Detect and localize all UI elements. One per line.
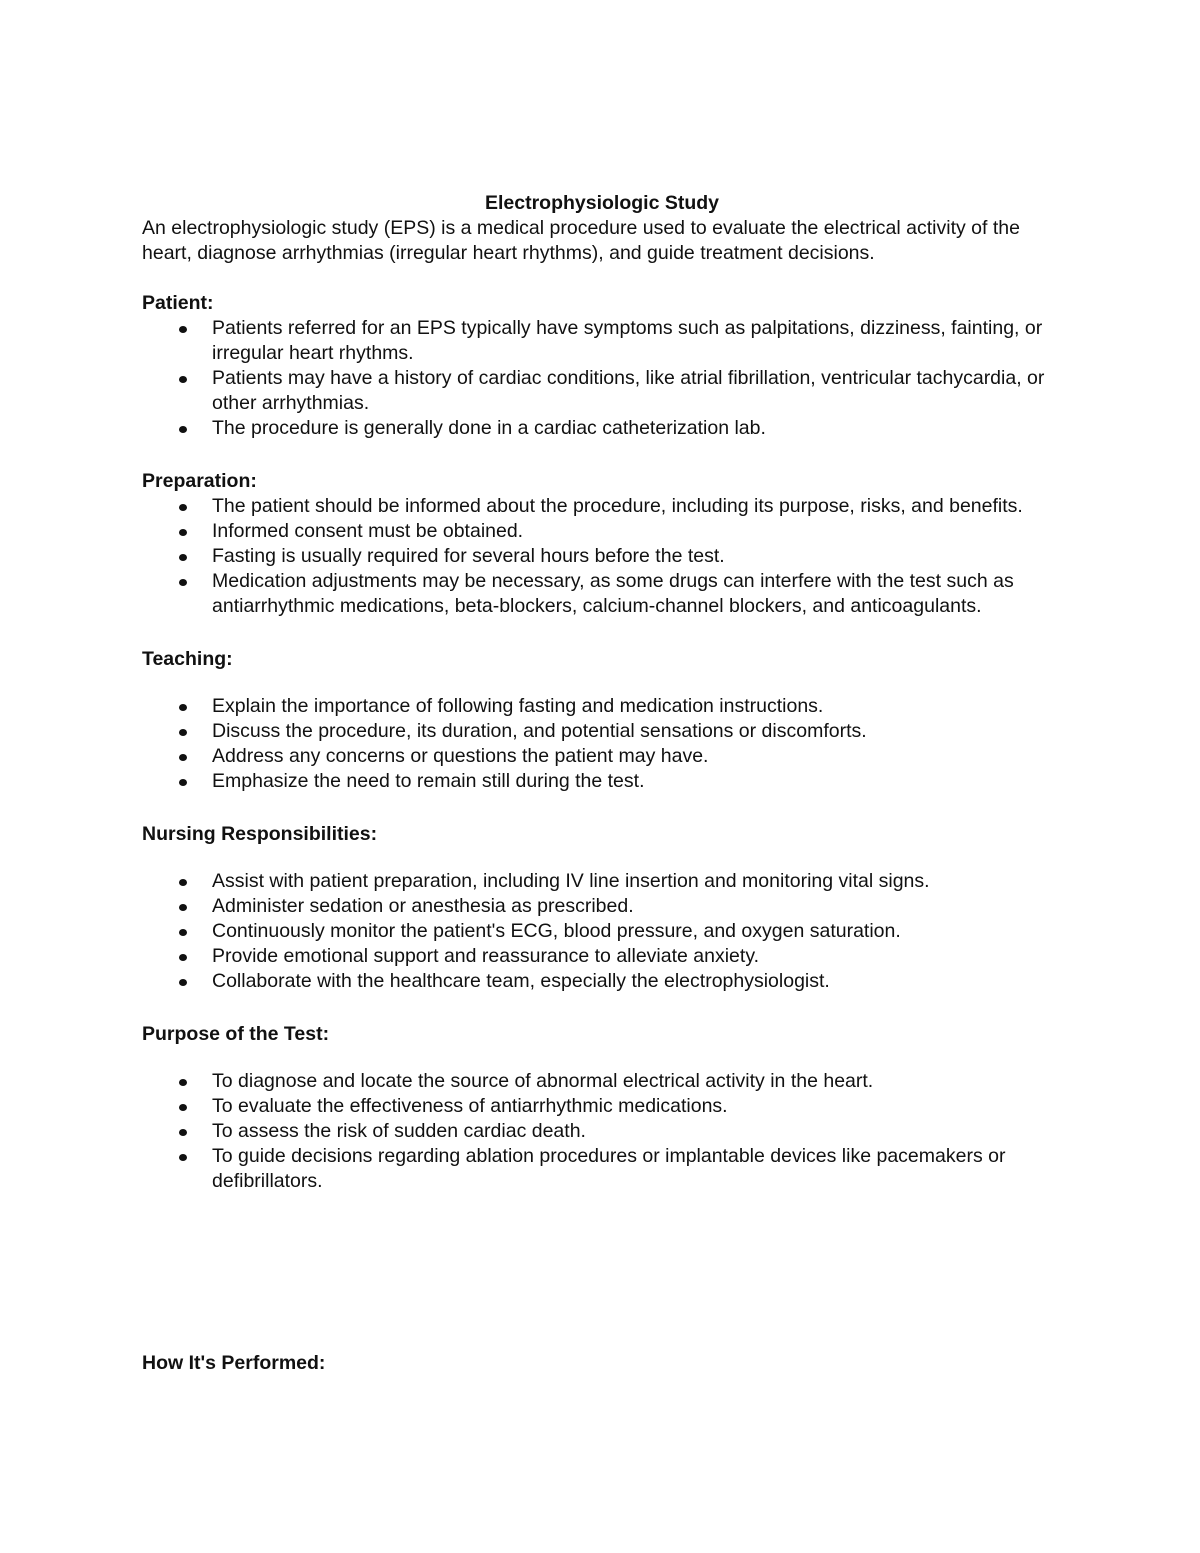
list-item bbox=[142, 316, 1062, 366]
document-content bbox=[142, 188, 1062, 1376]
list-item-text: Informed consent must be obtained. bbox=[212, 520, 524, 542]
section-patient bbox=[142, 291, 1062, 441]
list-item bbox=[142, 1069, 1062, 1094]
section-purpose-of-test bbox=[142, 1022, 1062, 1194]
list-item-text: To assess the risk of sudden cardiac death. bbox=[212, 1120, 586, 1142]
section-heading: Purpose of the Test: bbox=[142, 1023, 330, 1045]
bullet-icon bbox=[179, 1129, 187, 1136]
intro-paragraph: An electrophysiologic study (EPS) is a medical procedure used to evaluate the electrical activity of the heart, diagnose arrhythmias (irregular heart rhythms), and guide treatment decisions. bbox=[142, 217, 1020, 264]
list-item-text: The procedure is generally done in a cardiac catheterization lab. bbox=[212, 417, 766, 439]
section-heading: How It's Performed: bbox=[142, 1352, 326, 1374]
list-item bbox=[142, 1119, 1062, 1144]
list-item-text: Explain the importance of following fasting and medication instructions. bbox=[212, 695, 824, 717]
list-item bbox=[142, 719, 1062, 744]
list-item-text: Discuss the procedure, its duration, and potential sensations or discomforts. bbox=[212, 720, 867, 742]
list-item-text: Administer sedation or anesthesia as prescribed. bbox=[212, 895, 634, 917]
list-item bbox=[142, 494, 1062, 519]
list-item-text: To guide decisions regarding ablation procedures or implantable devices like pacemakers or defibrillators. bbox=[212, 1145, 1006, 1192]
list-item bbox=[142, 416, 1062, 441]
list-item bbox=[142, 366, 1062, 416]
list-item bbox=[142, 694, 1062, 719]
bullet-icon bbox=[179, 779, 187, 786]
list-item-text: Fasting is usually required for several hours before the test. bbox=[212, 545, 725, 567]
bullet-icon bbox=[179, 904, 187, 911]
bullet-icon bbox=[179, 929, 187, 936]
list-item bbox=[142, 1144, 1062, 1194]
bullet-icon bbox=[179, 426, 187, 433]
bullet-list bbox=[142, 1069, 1062, 1194]
bullet-icon bbox=[179, 504, 187, 511]
section-preparation bbox=[142, 469, 1062, 619]
list-item-text: Emphasize the need to remain still during the test. bbox=[212, 770, 645, 792]
list-item bbox=[142, 944, 1062, 969]
bullet-list bbox=[142, 869, 1062, 994]
list-item-text: Medication adjustments may be necessary, as some drugs can interfere with the test such as antiarrhythmic medications, beta-blockers, calcium-channel blockers, and anticoagulants. bbox=[212, 570, 1014, 617]
bullet-icon bbox=[179, 754, 187, 761]
bullet-icon bbox=[179, 1079, 187, 1086]
list-item bbox=[142, 919, 1062, 944]
list-item bbox=[142, 1094, 1062, 1119]
bullet-icon bbox=[179, 954, 187, 961]
section-heading: Patient: bbox=[142, 292, 214, 314]
bullet-icon bbox=[179, 879, 187, 886]
bullet-icon bbox=[179, 1104, 187, 1111]
bullet-list bbox=[142, 694, 1062, 794]
list-item bbox=[142, 969, 1062, 994]
list-item-text: Collaborate with the healthcare team, especially the electrophysiologist. bbox=[212, 970, 830, 992]
list-item bbox=[142, 744, 1062, 769]
bullet-icon bbox=[179, 1154, 187, 1161]
bullet-icon bbox=[179, 704, 187, 711]
section-heading: Teaching: bbox=[142, 648, 233, 670]
list-item-text: Address any concerns or questions the patient may have. bbox=[212, 745, 709, 767]
bullet-icon bbox=[179, 529, 187, 536]
bullet-icon bbox=[179, 376, 187, 383]
list-item bbox=[142, 769, 1062, 794]
bullet-list bbox=[142, 316, 1062, 441]
bullet-list bbox=[142, 494, 1062, 619]
section-heading: Preparation: bbox=[142, 470, 257, 492]
list-item-text: Provide emotional support and reassurance to alleviate anxiety. bbox=[212, 945, 760, 967]
list-item-text: To evaluate the effectiveness of antiarrhythmic medications. bbox=[212, 1095, 728, 1117]
list-item-text: Assist with patient preparation, including IV line insertion and monitoring vital signs. bbox=[212, 870, 930, 892]
list-item-text: Patients referred for an EPS typically have symptoms such as palpitations, dizziness, fainting, or irregular heart rhythms. bbox=[212, 317, 1043, 364]
bullet-icon bbox=[179, 554, 187, 561]
list-item bbox=[142, 569, 1062, 619]
list-item-text: Patients may have a history of cardiac conditions, like atrial fibrillation, ventricular tachycardia, or other arrhythmias. bbox=[212, 367, 1045, 414]
list-item-text: Continuously monitor the patient's ECG, blood pressure, and oxygen saturation. bbox=[212, 920, 901, 942]
document-title: Electrophysiologic Study bbox=[484, 192, 720, 214]
list-item bbox=[142, 894, 1062, 919]
bullet-icon bbox=[179, 579, 187, 586]
section-teaching bbox=[142, 647, 1062, 794]
list-item-text: The patient should be informed about the procedure, including its purpose, risks, and benefits. bbox=[212, 495, 1023, 517]
list-item bbox=[142, 869, 1062, 894]
section-heading: Nursing Responsibilities: bbox=[142, 823, 378, 845]
list-item bbox=[142, 519, 1062, 544]
bullet-icon bbox=[179, 729, 187, 736]
bullet-icon bbox=[179, 326, 187, 333]
section-nursing-responsibilities bbox=[142, 822, 1062, 994]
list-item bbox=[142, 544, 1062, 569]
section-how-performed bbox=[142, 1351, 1062, 1376]
list-item-text: To diagnose and locate the source of abnormal electrical activity in the heart. bbox=[212, 1070, 874, 1092]
bullet-icon bbox=[179, 979, 187, 986]
